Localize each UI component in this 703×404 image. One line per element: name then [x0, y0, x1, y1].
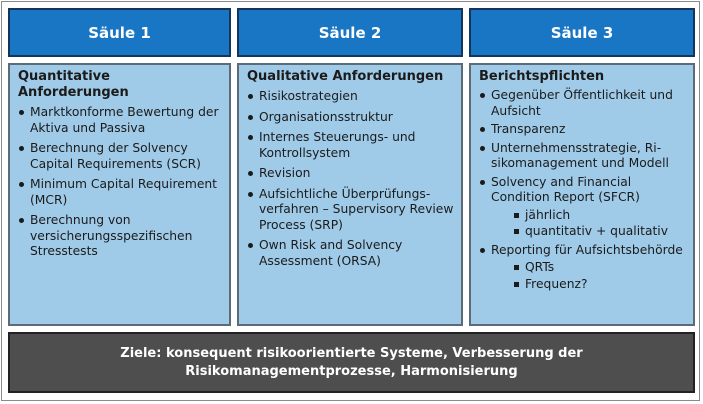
pillar-3-header: Säule 3 — [469, 8, 695, 57]
pillar-1-header: Säule 1 — [8, 8, 231, 57]
pillar-3-item-text: Unternehmensstrategie, Risikomanagement und Modell — [491, 140, 669, 170]
pillar-1-box — [8, 63, 231, 326]
pillar-2-item: Organisationsstruktur — [247, 110, 455, 126]
pillar-3-subitem: QRTs — [491, 260, 687, 276]
goals-banner — [8, 332, 695, 393]
pillar-3-box — [469, 63, 695, 326]
pillar-2-item: Own Risk and Solvency Assessment (ORSA) — [247, 238, 455, 269]
pillar-1-title: Quantitative Anforderungen — [18, 69, 129, 100]
pillar-2-item: Revision — [247, 166, 455, 182]
pillar-2-item: Internes Steuerungs- und Kontrollsystem — [247, 130, 455, 161]
goals-text: Ziele: konsequent risikoorientierte Systeme, Verbesserung der Risikomanagementprozesse, Harmonisierung — [120, 345, 583, 379]
pillar-3-item-text: Gegenüber Öffentlichkeit und Aufsicht — [491, 88, 673, 118]
pillar-1-item: Berechnung der Solvency Capital Requirements (SCR) — [18, 141, 223, 172]
pillar-3-item-text: Reporting für Aufsichtsbehörde — [491, 242, 683, 257]
pillar-3-item — [479, 243, 687, 293]
pillar-3-subitem: Frequenz? — [491, 277, 687, 293]
pillar-2-title: Qualitative Anforderungen — [247, 69, 444, 84]
pillar-1-item: Minimum Capital Requirement (MCR) — [18, 177, 223, 208]
pillar-2-header: Säule 2 — [237, 8, 463, 57]
pillar-2-item: Risikostrategien — [247, 89, 455, 105]
pillar-3-item-text: Solvency and Financial Condition Report (SFCR) — [491, 174, 640, 204]
pillar-3-item-text: Transparenz — [491, 122, 566, 136]
pillar-3-item — [479, 141, 687, 172]
pillar-3-title: Berichtspflichten — [479, 69, 605, 84]
pillar-1-list — [18, 105, 223, 260]
pillar-3-list — [479, 88, 687, 292]
pillar-3-sublist — [491, 208, 687, 240]
pillar-3-subitem: jährlich — [491, 208, 687, 224]
pillar-2-list — [247, 89, 455, 269]
pillar-1-item: Marktkonforme Bewertung der Aktiva und Passiva — [18, 105, 223, 136]
pillar-3-subitem: quantitativ + qualitativ — [491, 224, 687, 240]
pillar-3-item — [479, 175, 687, 240]
pillar-2-item: Aufsichtliche Überprüfungsverfahren – Supervisory Review Process (SRP) — [247, 187, 455, 234]
pillar-3-sublist — [491, 260, 687, 292]
pillar-1-item: Berechnung von versicherungsspezifischen Stresstests — [18, 213, 223, 260]
pillar-3-item — [479, 88, 687, 119]
pillar-2-box — [237, 63, 463, 326]
pillar-3-item — [479, 122, 687, 138]
